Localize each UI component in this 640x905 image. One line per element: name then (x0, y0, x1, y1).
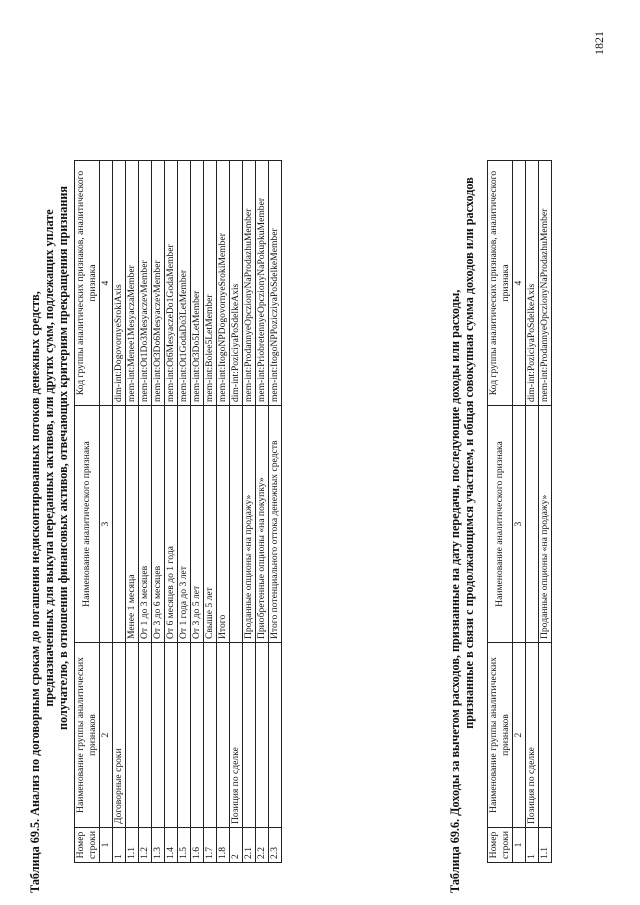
header-cell: Код группы аналитических признаков, аналитического признака (488, 161, 513, 406)
table-row (165, 161, 178, 863)
attribute-code: mem-int:Ot3Do6MesyaczevMember (152, 161, 165, 406)
table-row (539, 161, 552, 863)
table-row (191, 161, 204, 863)
table-69-5-title (28, 23, 70, 893)
row-number: 1 (113, 828, 126, 863)
table-row (126, 161, 139, 863)
row-number: 2.3 (269, 828, 282, 863)
attribute-code: mem-int:Bolee5LetMember (204, 161, 217, 406)
header-cell: Наименование группы аналитических признаков (488, 643, 513, 828)
attribute-name: Менее 1 месяца (126, 406, 139, 643)
title-line: Таблица 69.6. Доходы за вычетом расходов, признанные на дату передачи, последующие доходы или расходы, (448, 289, 462, 893)
row-number: 1.1 (539, 828, 552, 863)
attribute-code: mem-int:ProdannyeOpczionyNaProdazhuMember (539, 161, 552, 406)
attribute-code: dim-int:PoziciyaPoSdelkeAxis (526, 161, 539, 406)
table-row (178, 161, 191, 863)
attribute-name: Итого (217, 406, 230, 643)
group-name: Позиция по сделке (526, 643, 539, 828)
group-name (139, 643, 152, 828)
group-name (256, 643, 269, 828)
table-row (526, 161, 539, 863)
row-number: 1.1 (126, 828, 139, 863)
column-number-row (513, 161, 526, 863)
table-row (113, 161, 126, 863)
header-cell: Код группы аналитических признаков, аналитического признака (75, 161, 100, 406)
header-cell: Наименование аналитического признака (75, 406, 100, 643)
row-number: 2.2 (256, 828, 269, 863)
group-name (165, 643, 178, 828)
attribute-code: mem-int:Ot1GodaDo3LetMember (178, 161, 191, 406)
column-number: 3 (513, 406, 526, 643)
row-number: 1.2 (139, 828, 152, 863)
title-line: получателю, в отношении финансовых активов, отвечающих критериям прекращения признания (56, 185, 70, 731)
attribute-code: mem-int:ProdannyeOpczionyNaProdazhuMember (243, 161, 256, 406)
table-row (269, 161, 282, 863)
header-row (488, 161, 513, 863)
table-row (204, 161, 217, 863)
header-cell: Номер строки (488, 828, 513, 863)
attribute-name: От 3 до 5 лет (191, 406, 204, 643)
table-row (243, 161, 256, 863)
row-number: 2 (230, 828, 243, 863)
header-cell: Наименование аналитического признака (488, 406, 513, 643)
group-name (126, 643, 139, 828)
column-number: 2 (513, 643, 526, 828)
title-line: Таблица 69.5. Анализ по договорным срокам до погашения недисконтированных потоков денежных средств, (28, 291, 42, 893)
row-number: 1.3 (152, 828, 165, 863)
group-name (539, 643, 552, 828)
attribute-code: mem-int:Menee1MesyaczaMember (126, 161, 139, 406)
table-body (113, 161, 282, 863)
attribute-name: Свыше 5 лет (204, 406, 217, 643)
attribute-name (526, 406, 539, 643)
attribute-name: От 1 до 3 месяцев (139, 406, 152, 643)
group-name (243, 643, 256, 828)
group-name: Позиция по сделке (230, 643, 243, 828)
table-row (217, 161, 230, 863)
row-number: 1.7 (204, 828, 217, 863)
table-69-6 (487, 160, 552, 863)
table-69-6-title (448, 13, 476, 893)
column-number: 2 (100, 643, 113, 828)
attribute-code: mem-int:PriobretennyeOpczionyNaPokupkuMember (256, 161, 269, 406)
row-number: 1.4 (165, 828, 178, 863)
attribute-code: mem-int:Ot1Do3MesyaczevMember (139, 161, 152, 406)
header-row (75, 161, 100, 863)
column-number: 4 (100, 161, 113, 406)
attribute-code: mem-int:Ot3Do5LetMember (191, 161, 204, 406)
table-body (526, 161, 552, 863)
group-name (204, 643, 217, 828)
title-line: предназначенных для выкупа переданных активов, или других сумм, подлежащих уплате (42, 209, 56, 707)
attribute-code: mem-int:ItogoNPPozicziyaPoSdelkeMember (269, 161, 282, 406)
attribute-code: mem-int:ItogoNPDogovornyeSrokiMember (217, 161, 230, 406)
attribute-name (230, 406, 243, 643)
column-number: 1 (100, 828, 113, 863)
group-name: Договорные сроки (113, 643, 126, 828)
row-number: 2.1 (243, 828, 256, 863)
attribute-code: dim-int:PoziciyaPoSdelkeAxis (230, 161, 243, 406)
column-number: 3 (100, 406, 113, 643)
attribute-name: Приобретенные опционы «на покупку» (256, 406, 269, 643)
attribute-name: Проданные опционы «на продажу» (243, 406, 256, 643)
row-number: 1.6 (191, 828, 204, 863)
attribute-name: От 3 до 6 месяцев (152, 406, 165, 643)
header-cell: Номер строки (75, 828, 100, 863)
attribute-name: Проданные опционы «на продажу» (539, 406, 552, 643)
group-name (191, 643, 204, 828)
group-name (217, 643, 230, 828)
group-name (269, 643, 282, 828)
group-name (178, 643, 191, 828)
column-number-row (100, 161, 113, 863)
attribute-name: От 1 года до 3 лет (178, 406, 191, 643)
attribute-code: mem-int:Ot6MesyaczeDo1GodaMember (165, 161, 178, 406)
column-number: 1 (513, 828, 526, 863)
title-line: признанные в связи с продолжающимся участием, и общая совокупная сумма доходов или расходов (462, 177, 476, 729)
row-number: 1.8 (217, 828, 230, 863)
page-number: 1821 (592, 31, 606, 55)
table-row (152, 161, 165, 863)
table-row (139, 161, 152, 863)
group-name (152, 643, 165, 828)
row-number: 1 (526, 828, 539, 863)
table-row (256, 161, 269, 863)
table-69-5 (74, 160, 282, 863)
row-number: 1.5 (178, 828, 191, 863)
attribute-code: dim-int:DogovornyeSrokiAxis (113, 161, 126, 406)
header-cell: Наименование группы аналитических признаков (75, 643, 100, 828)
column-number: 4 (513, 161, 526, 406)
table-row (230, 161, 243, 863)
attribute-name (113, 406, 126, 643)
attribute-name: От 6 месяцев до 1 года (165, 406, 178, 643)
attribute-name: Итого потенциального оттока денежных средств (269, 406, 282, 643)
